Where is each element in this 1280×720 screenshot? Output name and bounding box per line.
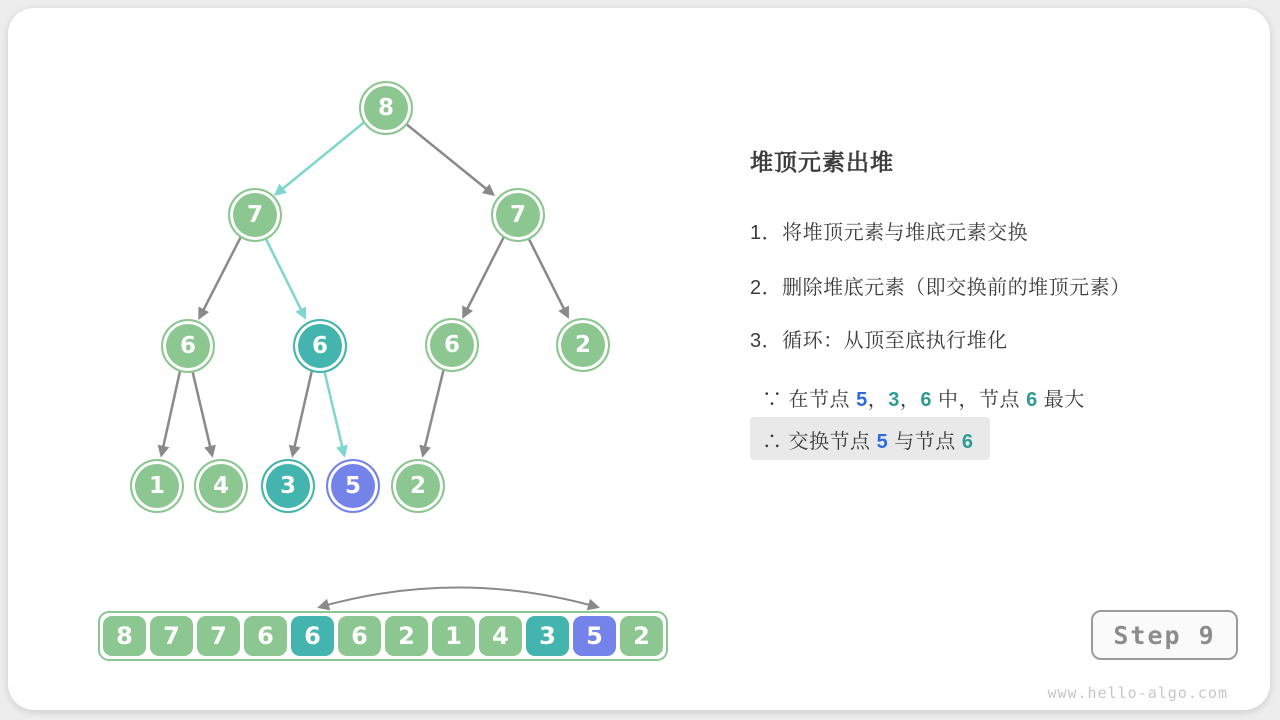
text-segment: 6: [1026, 389, 1038, 411]
page-title: 堆顶元素出堆: [750, 149, 894, 175]
array-cell: 7: [197, 616, 240, 656]
array-cell: 8: [103, 616, 146, 656]
array-cell: 6: [244, 616, 287, 656]
text-segment: ，: [867, 389, 889, 411]
watermark: www.hello-algo.com: [1047, 684, 1228, 702]
text-segment: 6: [920, 389, 932, 411]
tree-node: 6: [425, 318, 479, 372]
array-cell: 2: [620, 616, 663, 656]
text-segment: 5: [876, 431, 889, 453]
array-cell: 2: [385, 616, 428, 656]
tree-edge-7L-6b: [265, 236, 305, 317]
array-cell: 1: [432, 616, 475, 656]
text-segment: ，: [899, 389, 921, 411]
text-segment: 3: [888, 389, 900, 411]
text-segment: 5: [856, 389, 868, 411]
tree-node: 3: [261, 459, 315, 513]
tree-node: 4: [194, 459, 248, 513]
text-segment: 与节点: [888, 431, 962, 453]
array-cell: 5: [573, 616, 616, 656]
tree-node: 6: [293, 319, 347, 373]
diagram-card: [8, 8, 1270, 710]
text-segment: ∵ 在节点: [762, 389, 857, 411]
text-segment: ∴ 交换节点: [762, 431, 877, 453]
tree-edge-6c-2b: [423, 368, 444, 455]
tree-node: 7: [491, 188, 545, 242]
heap-array: [98, 611, 668, 661]
tree-edge-6b-3: [293, 369, 313, 455]
tree-edge-7L-6a: [200, 236, 242, 317]
tree-node: 2: [556, 318, 610, 372]
instruction-step-3: 3．循环：从顶至底执行堆化: [750, 330, 1008, 352]
tree-edge-7R-6c: [464, 236, 505, 316]
reason-therefore: [750, 417, 990, 460]
tree-node: 2: [391, 459, 445, 513]
reason-because: [762, 383, 1085, 412]
swap-arc: [320, 588, 597, 608]
instruction-step-1: 1．将堆顶元素与堆底元素交换: [750, 222, 1029, 244]
tree-node-root: 8: [359, 81, 413, 135]
array-cell: 7: [150, 616, 193, 656]
text-segment: 最大: [1037, 389, 1085, 411]
instruction-step-2: 2．删除堆底元素（即交换前的堆顶元素）: [750, 277, 1131, 299]
tree-edge-6a-4: [192, 369, 212, 455]
tree-edge-6a-1: [162, 369, 181, 454]
tree-node: 1: [130, 459, 184, 513]
array-cell: 4: [479, 616, 522, 656]
tree-edge-6b-5: [324, 369, 344, 455]
tree-edge-8-7R: [404, 122, 493, 194]
array-cell: 6: [338, 616, 381, 656]
text-segment: 6: [961, 431, 974, 453]
tree-edge-8-7L: [276, 123, 364, 195]
tree-node: 7: [228, 188, 282, 242]
array-cell: 3: [526, 616, 569, 656]
array-cell: 6: [291, 616, 334, 656]
tree-edge-7R-2a: [528, 236, 568, 316]
tree-node: 6: [161, 319, 215, 373]
step-badge: Step 9: [1091, 610, 1238, 660]
text-segment: 中，节点: [932, 389, 1027, 411]
tree-node: 5: [326, 459, 380, 513]
